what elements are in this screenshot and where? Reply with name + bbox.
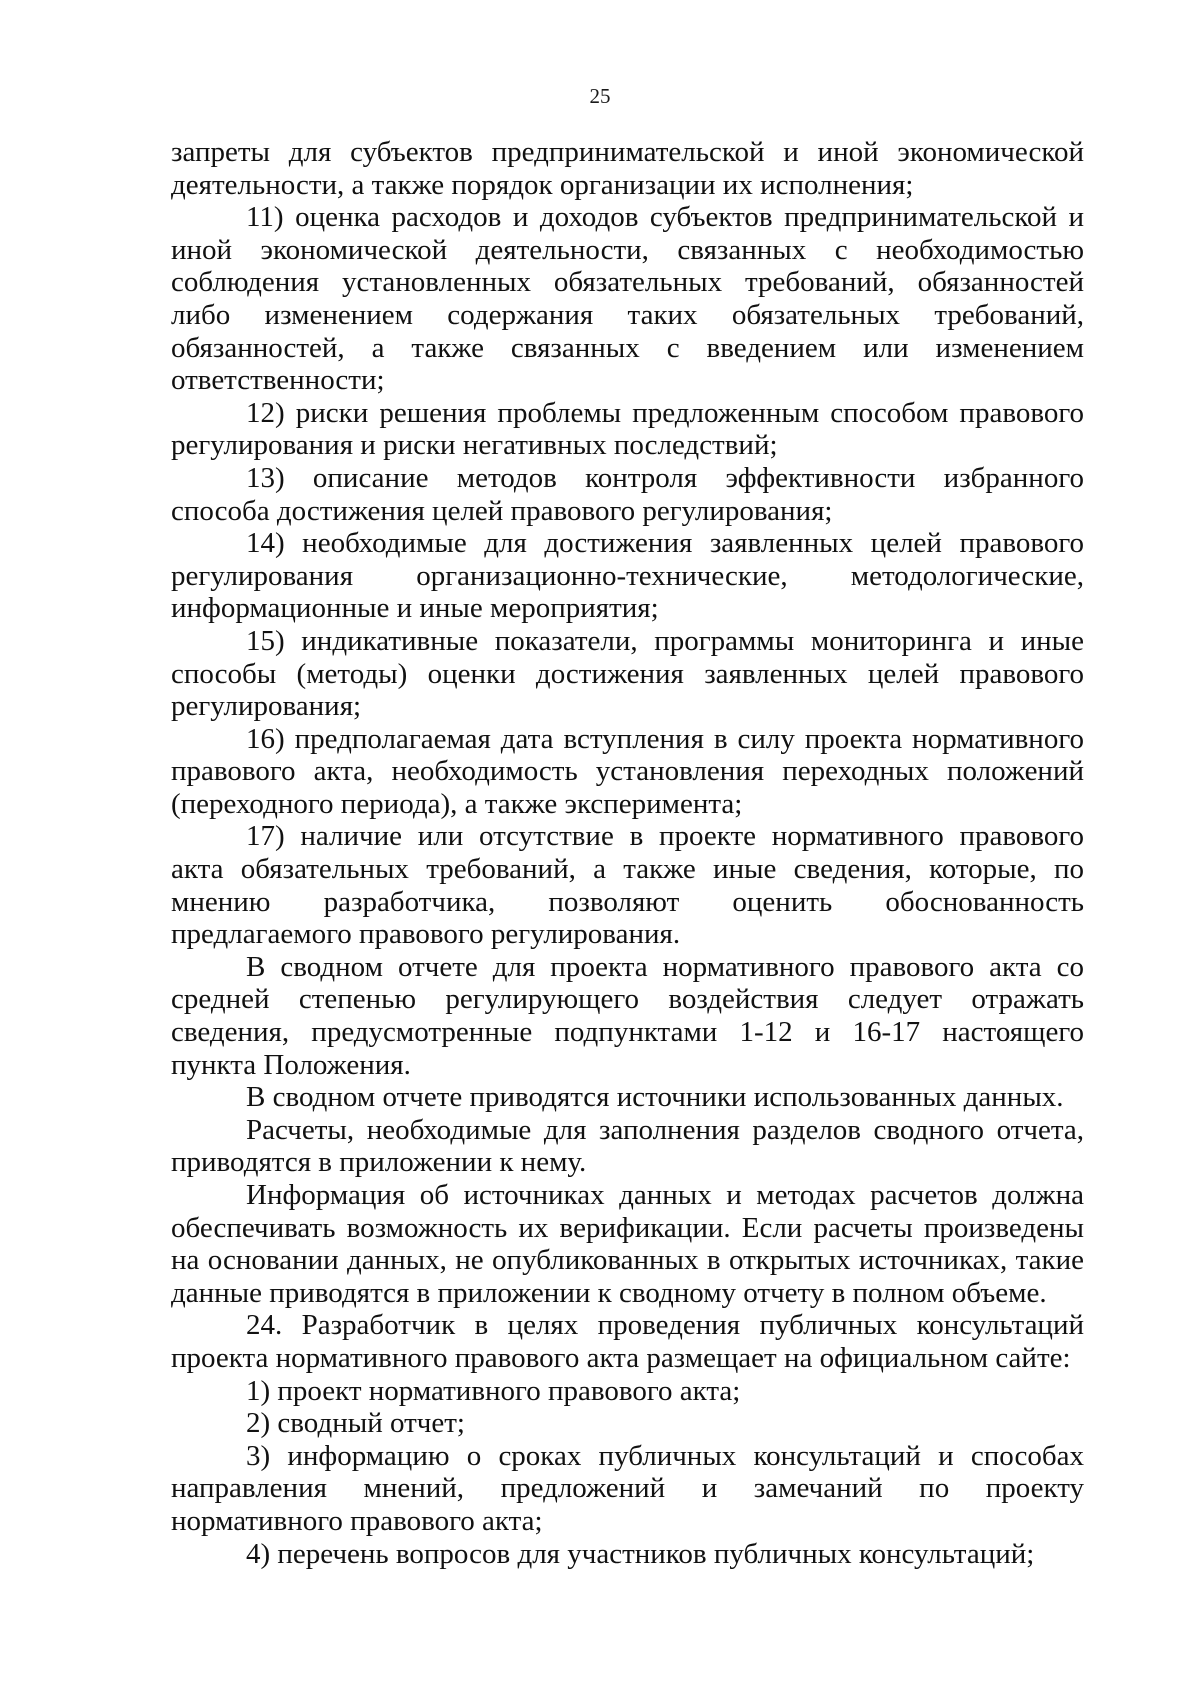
paragraph: Информация об источниках данных и методах расчетов должна обеспечивать возможность их верификации. Если расчеты произведены на основании данных, не опубликованных в открытых источниках, такие данные приводятся в приложении к сводному отчету в полном объеме. xyxy=(171,1179,1084,1309)
paragraph: В сводном отчете приводятся источники использованных данных. xyxy=(246,1081,1064,1114)
paragraph: 24. Разработчик в целях проведения публичных консультаций проекта нормативного правового акта размещает на официальном сайте: xyxy=(171,1309,1084,1374)
paragraph: 3) информацию о сроках публичных консультаций и способах направления мнений, предложений и замечаний по проекту нормативного правового акта; xyxy=(171,1439,1084,1537)
paragraph: 4) перечень вопросов для участников публичных консультаций; xyxy=(246,1537,1035,1570)
paragraph: 1) проект нормативного правового акта; xyxy=(246,1374,741,1407)
paragraph: 15) индикативные показатели, программы мониторинга и иные способы (методы) оценки достижения заявленных целей правового регулирования; xyxy=(171,624,1084,723)
paragraph: 2) сводный отчет; xyxy=(246,1407,465,1440)
page-number: 25 xyxy=(589,84,611,108)
paragraph: 14) необходимые для достижения заявленных целей правового регулирования организационно-технические, методологические, информационные и иные мероприятия; xyxy=(171,527,1084,625)
paragraph: 12) риски решения проблемы предложенным способом правового регулирования и риски негативных последствий; xyxy=(171,396,1084,462)
paragraph: 11) оценка расходов и доходов субъектов предпринимательской и иной экономической деятельности, связанных с необходимостью соблюдения установленных обязательных требований, обязанностей либо изменением содержания таких обязательных требований, обязанностей, а также связанных с введением или изменением ответственности; xyxy=(171,201,1084,397)
paragraph: 13) описание методов контроля эффективности избранного способа достижения целей правового регулирования; xyxy=(171,461,1084,527)
paragraph: 17) наличие или отсутствие в проекте нормативного правового акта обязательных требований, а также иные сведения, которые, по мнению разработчика, позволяют оценить обоснованность предлагаемого правового регулирования. xyxy=(171,820,1084,951)
paragraph: запреты для субъектов предпринимательской и иной экономической деятельности, а также порядок организации их исполнения; xyxy=(171,136,1084,201)
document-body xyxy=(171,136,1084,1570)
paragraph: В сводном отчете для проекта нормативного правового акта со средней степенью регулирующего воздействия следует отражать сведения, предусмотренные подпунктами 1-12 и 16-17 настоящего пункта Положения. xyxy=(171,950,1084,1081)
paragraph: 16) предполагаемая дата вступления в силу проекта нормативного правового акта, необходимость установления переходных положений (переходного периода), а также эксперимента; xyxy=(171,722,1084,820)
paragraph: Расчеты, необходимые для заполнения разделов сводного отчета, приводятся в приложении к нему. xyxy=(171,1113,1084,1179)
